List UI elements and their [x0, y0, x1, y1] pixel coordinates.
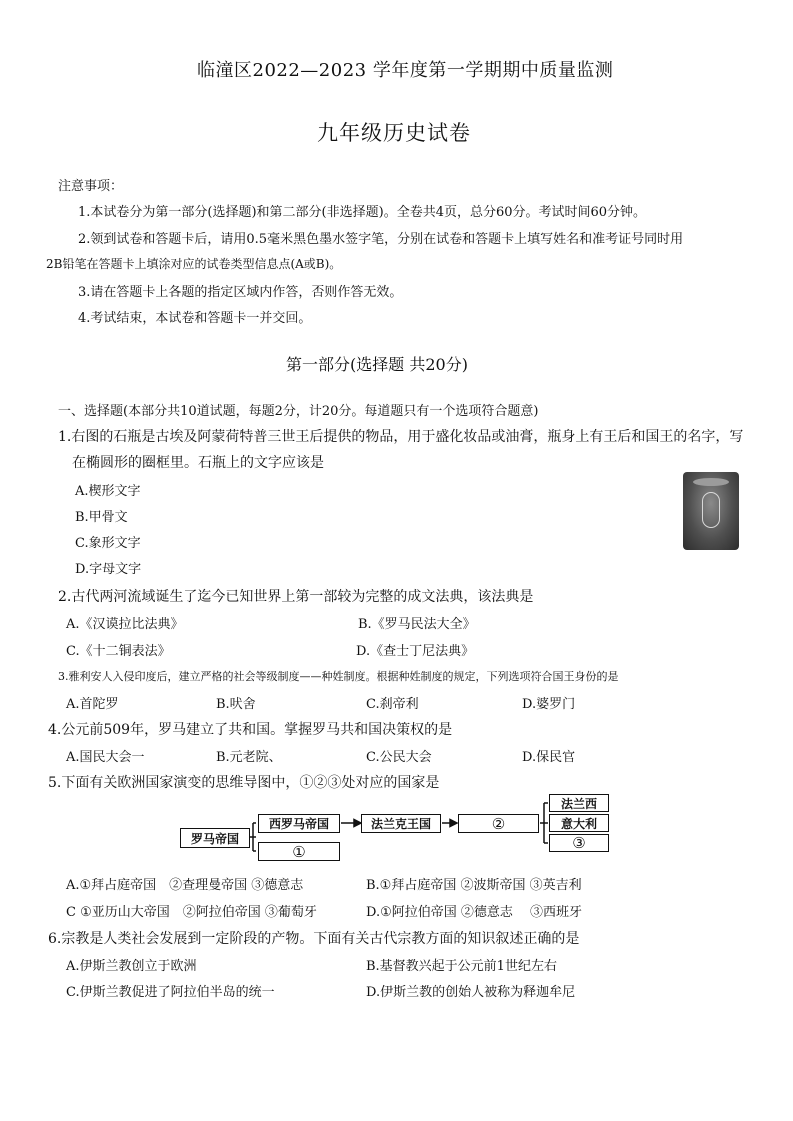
question-1: 1.右图的石瓶是古埃及阿蒙荷特普三世王后提供的物品，用于盛化妆品或油膏，瓶身上有王后和国王的名字，写: [58, 429, 744, 445]
exam-title: 九年级历史试卷: [317, 121, 471, 145]
node-blank-1: ①: [258, 842, 340, 861]
node-italy: 意大利: [549, 814, 609, 832]
q3-option-b: B.吠舍: [216, 697, 256, 712]
question-1-cont: 在椭圆形的圈框里。石瓶上的文字应该是: [72, 455, 324, 471]
q3-option-c: C.刹帝利: [366, 697, 419, 712]
q4-option-d: D.保民官: [522, 750, 576, 765]
q1-option-b: B.甲骨文: [75, 510, 128, 525]
question-2: 2.古代两河流域诞生了迄今已知世界上第一部较为完整的成文法典，该法典是: [58, 589, 534, 605]
question-3: 3.雅利安人入侵印度后，建立严格的社会等级制度——种姓制度。根据种姓制度的规定，下列选项符合国王身份的是: [58, 670, 619, 683]
q4-option-c: C.公民大会: [366, 750, 432, 765]
q5-option-c: C ①亚历山大帝国 ②阿拉伯帝国 ③葡萄牙: [66, 905, 317, 920]
q5-option-b: B.①拜占庭帝国 ②波斯帝国 ③英吉利: [366, 878, 582, 893]
q1-option-d: D.字母文字: [75, 562, 142, 577]
question-6: 6.宗教是人类社会发展到一定阶段的产物。下面有关古代宗教方面的知识叙述正确的是: [48, 931, 580, 947]
q5-option-a: A.①拜占庭帝国 ②查理曼帝国 ③德意志: [66, 878, 304, 893]
q2-option-d: D.《查士丁尼法典》: [356, 644, 475, 659]
node-france: 法兰西: [549, 794, 609, 812]
q3-option-d: D.婆罗门: [522, 697, 576, 712]
section-intro: 一、选择题(本部分共10道试题，每题2分，计20分。每道题只有一个选项符合题意): [58, 404, 539, 419]
q4-option-a: A.国民大会一: [66, 750, 145, 765]
question-5: 5.下面有关欧洲国家演变的思维导图中，①②③处对应的国家是: [48, 775, 440, 791]
q5-option-d: D.①阿拉伯帝国 ②德意志 ③西班牙: [366, 905, 583, 920]
q6-option-c: C.伊斯兰教促进了阿拉伯半岛的统一: [66, 985, 275, 1000]
node-blank-3: ③: [549, 834, 609, 852]
node-blank-2: ②: [458, 814, 539, 833]
q3-option-a: A.首陀罗: [66, 697, 119, 712]
part1-title: 第一部分(选择题 共20分): [286, 355, 468, 374]
q6-option-b: B.基督教兴起于公元前1世纪左右: [366, 959, 557, 974]
q2-option-c: C.《十二铜表法》: [66, 644, 171, 659]
q1-option-a: A.楔形文字: [75, 484, 141, 499]
notice-item: 2B铅笔在答题卡上填涂对应的试卷类型信息点(A或B)。: [46, 257, 342, 271]
q1-option-c: C.象形文字: [75, 536, 141, 551]
q6-option-a: A.伊斯兰教创立于欧洲: [66, 959, 197, 974]
notice-item: 4.考试结束，本试卷和答题卡一并交回。: [78, 311, 312, 326]
q6-option-d: D.伊斯兰教的创始人被称为释迦牟尼: [366, 985, 576, 1000]
notice-heading: 注意事项：: [58, 179, 124, 194]
node-western-roman-empire: 西罗马帝国: [258, 814, 340, 833]
q2-option-a: A.《汉谟拉比法典》: [66, 617, 184, 632]
notice-item: 3.请在答题卡上各题的指定区域内作答，否则作答无效。: [78, 285, 403, 300]
exam-header: 临潼区2022—2023 学年度第一学期期中质量监测: [197, 60, 614, 81]
question-4: 4.公元前509年，罗马建立了共和国。掌握罗马共和国决策权的是: [48, 722, 453, 738]
q2-option-b: B.《罗马民法大全》: [358, 617, 476, 632]
notice-item: 2.领到试卷和答题卡后，请用0.5毫米黑色墨水签字笔，分别在试卷和答题卡上填写姓名和准考证号同时用: [78, 232, 684, 247]
node-roman-empire: 罗马帝国: [180, 828, 250, 848]
notice-item: 1.本试卷分为第一部分(选择题)和第二部分(非选择题)。全卷共4页，总分60分。考试时间60分钟。: [78, 205, 647, 220]
q4-option-b: B.元老院、: [216, 750, 282, 765]
node-frankish-kingdom: 法兰克王国: [361, 814, 441, 833]
